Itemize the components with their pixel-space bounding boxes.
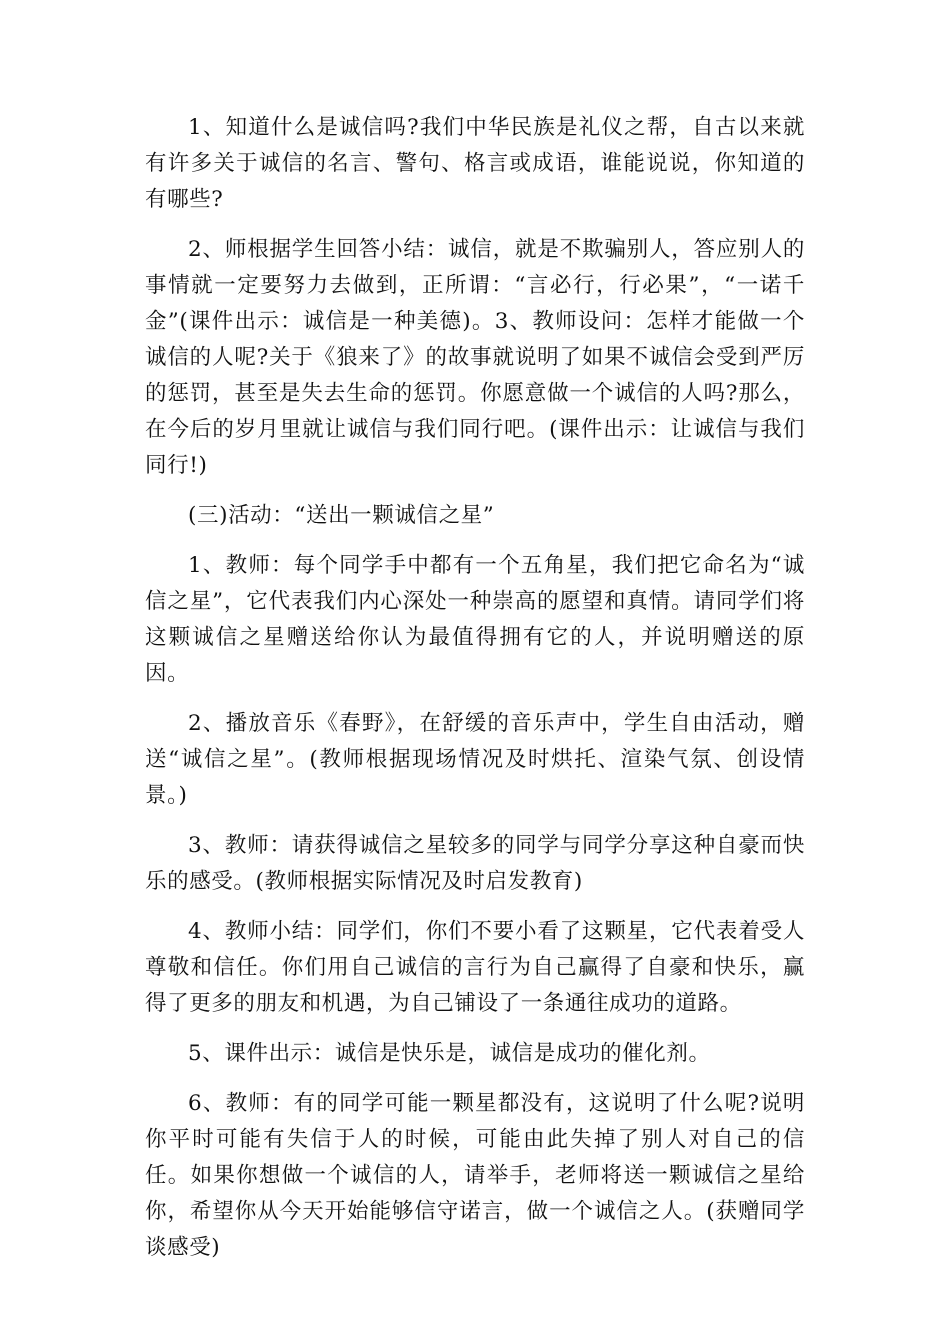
section-heading-activity: (三)活动：“送出一颗诚信之星” — [188, 503, 495, 528]
document-body — [145, 110, 805, 1280]
paragraph-1: 1、知道什么是诚信吗?我们中华民族是礼仪之帮，自古以来就有许多关于诚信的名言、警句、格言或成语，谁能说说，你知道的有哪些? — [145, 115, 805, 212]
paragraph-activity-6: 6、教师：有的同学可能一颗星都没有，这说明了什么呢?说明你平时可能有失信于人的时候，可能由此失掉了别人对自己的信任。如果你想做一个诚信的人，请举手，老师将送一颗诚信之星给你，希望你从今天开始能够信守诺言，做一个诚信之人。(获赠同学谈感受) — [145, 1091, 805, 1260]
paragraph-activity-3: 3、教师：请获得诚信之星较多的同学与同学分享这种自豪而快乐的感受。(教师根据实际情况及时启发教育) — [145, 833, 805, 894]
paragraph-activity-5: 5、课件出示：诚信是快乐是，诚信是成功的催化剂。 — [188, 1041, 711, 1066]
paragraph-activity-4: 4、教师小结：同学们，你们不要小看了这颗星，它代表着受人尊敬和信任。你们用自己诚信的言行为自己赢得了自豪和快乐，赢得了更多的朋友和机遇，为自己铺设了一条通往成功的道路。 — [145, 919, 805, 1016]
paragraph-activity-2: 2、播放音乐《春野》，在舒缓的音乐声中，学生自由活动，赠送“诚信之星”。(教师根据现场情况及时烘托、渲染气氛、创设情景。) — [145, 711, 805, 808]
paragraph-activity-1: 1、教师：每个同学手中都有一个五角星，我们把它命名为“诚信之星”，它代表我们内心深处一种崇高的愿望和真情。请同学们将这颗诚信之星赠送给你认为最值得拥有它的人，并说明赠送的原因。 — [145, 553, 805, 686]
paragraph-2: 2、师根据学生回答小结：诚信，就是不欺骗别人，答应别人的事情就一定要努力去做到，正所谓：“言必行，行必果”，“一诺千金”(课件出示：诚信是一种美德)。3、教师设问：怎样才能做一个诚信的人呢?关于《狼来了》的故事就说明了如果不诚信会受到严厉的惩罚，甚至是失去生命的惩罚。你愿意做一个诚信的人吗?那么，在今后的岁月里就让诚信与我们同行吧。(课件出示：让诚信与我们同行!) — [145, 237, 805, 478]
